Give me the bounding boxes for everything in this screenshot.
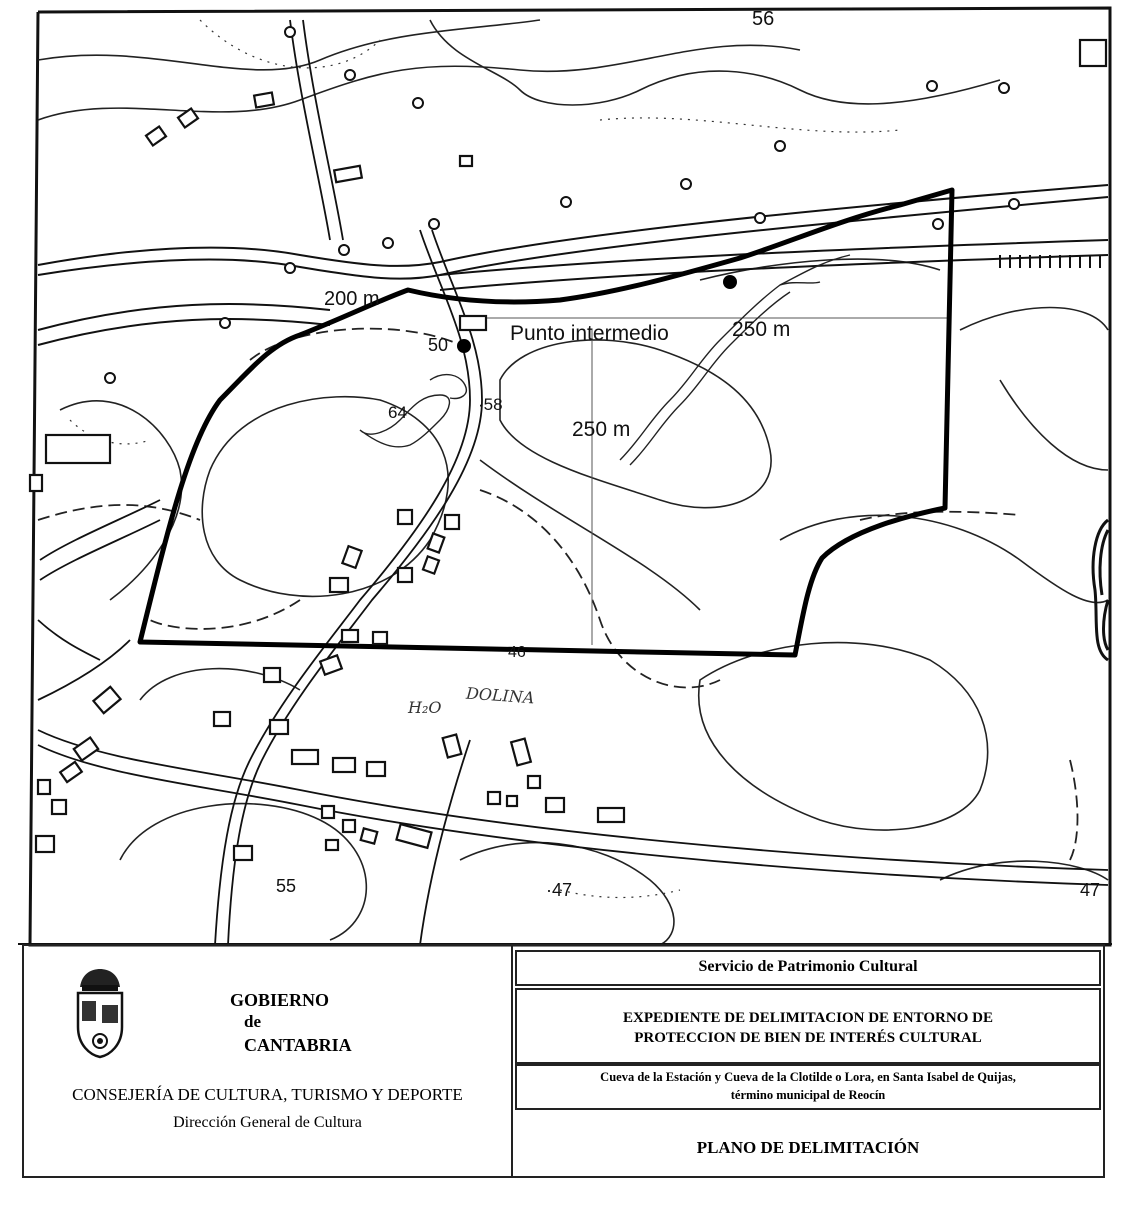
servicio-label: Servicio de Patrimonio Cultural bbox=[698, 958, 918, 975]
gov-line2: de bbox=[244, 1012, 261, 1031]
label-250m-a: 250 m bbox=[732, 318, 791, 341]
coat-of-arms-icon bbox=[70, 965, 130, 1060]
label-50: 50 bbox=[428, 335, 449, 355]
grid-lines bbox=[480, 318, 950, 645]
expediente-line2: PROTECCION DE BIEN DE INTERÉS CULTURAL bbox=[634, 1030, 982, 1046]
plano-label: PLANO DE DELIMITACIÓN bbox=[696, 1138, 920, 1157]
expediente-line1: EXPEDIENTE DE DELIMITACION DE ENTORNO DE bbox=[623, 1010, 993, 1026]
label-56: 56 bbox=[752, 8, 775, 30]
direccion-label: Dirección General de Cultura bbox=[173, 1114, 362, 1131]
label-46: 46 bbox=[508, 644, 526, 661]
punto-intermedio-marker bbox=[457, 339, 471, 353]
handwritten-dolina: DOLINA bbox=[465, 683, 536, 708]
field-boundaries bbox=[70, 20, 900, 898]
handwritten-h2o: H₂O bbox=[408, 698, 442, 717]
label-58: ·58 bbox=[478, 395, 503, 414]
hatched-area bbox=[1093, 520, 1108, 660]
gov-line3: CANTABRIA bbox=[244, 1035, 352, 1055]
label-punto-intermedio: Punto intermedio bbox=[510, 322, 669, 345]
label-64: 64 bbox=[388, 403, 407, 422]
label-250m-b: 250 m bbox=[572, 418, 631, 441]
label-200m: 200 m bbox=[324, 288, 380, 310]
railway-ticks bbox=[1000, 255, 1100, 268]
label-55: 55 bbox=[276, 876, 297, 896]
label-47-a: ·47 bbox=[546, 880, 573, 900]
label-47-b: 47 bbox=[1080, 880, 1101, 900]
gov-line1: GOBIERNO bbox=[230, 990, 330, 1010]
dashed-contours bbox=[38, 329, 1078, 860]
cueva-line2: término municipal de Reocín bbox=[730, 1088, 886, 1102]
consejeria-label: CONSEJERÍA DE CULTURA, TURISMO Y DEPORTE bbox=[72, 1085, 463, 1104]
cueva-line1: Cueva de la Estación y Cueva de la Clotilde o Lora, en Santa Isabel de Quijas, bbox=[600, 1070, 1016, 1084]
cave-entrance-marker bbox=[723, 275, 737, 289]
